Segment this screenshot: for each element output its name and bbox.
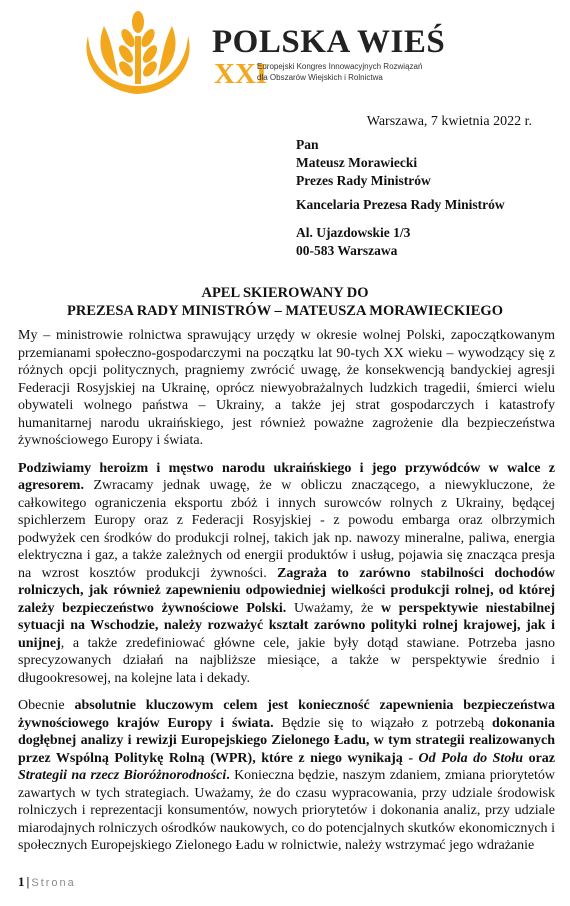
wheat-logo-icon [74,6,202,96]
bold-text: . [226,768,230,783]
recipient-office: Kancelaria Prezesa Rady Ministrów [296,197,505,212]
italic-text: Strategii na rzecz Bioróżnorodności [18,768,227,783]
brand-subtitle-line: Europejski Kongres Innowacyjnych Rozwiązań [257,62,423,71]
italic-text: Od Pola do Stołu [418,750,524,766]
letter-title-line: APEL SKIEROWANY DO [201,285,369,301]
recipient-salutation: Pan [296,137,319,152]
footer-separator: | [26,874,30,889]
bold-text [18,768,226,783]
letter-title [0,284,570,320]
bold-text [419,751,524,766]
text: Uważamy, że [286,600,382,616]
recipient-street: Al. Ujazdowskie 1/3 [296,225,411,240]
bold-text: Zagraża to zarówno stabilności dochodów rolniczych, jak również zapewnieniu odpowiedniej wielkości produkcji rolnej, od której zależy bezpieczeństwo żywnościowe Polski. [18,565,555,616]
text: Zwracamy jednak uwagę, że w obliczu znaczącego, a niewykluczone, że całkowitego ograniczenia eksportu zbóż i innych surowców rolnych z Ukrainy, będącej spichlerzem Europy oraz z Federacji Rosyjskiej - z powodu embarga oraz olbrzymich podwyżek cen środków do produkcji rolnej, takich jak np. nawozy mineralne, paliwa, energia elektryczna i gaz, a także zależnych od energii produktów i usług, pojawia się znacząca presja na wzrost kosztów produkcji żywności. [18,478,555,581]
bold-text: Podziwiamy heroizm i męstwo narodu ukraińskiego i jego przywódców w walce z agresorem. [18,460,555,493]
recipient-address [296,224,410,260]
recipient-block [296,136,431,190]
paragraph-1: My – ministrowie rolnictwa sprawujący urzędy w okresie wolnej Polski, zapoczątkowanym przemianami społeczno-gospodarczymi na początku lat 90-tych XX wieku – wywodzący się z różnych opcji politycznych, pragniemy zwrócić uwagę, że konsekwencją bandyckiej agresji Federacji Rosyjskiej na Ukrainę, oprócz niewyobrażalnych ludzkich tragedii, śmierci wielu obywateli wolnego państwa – Ukrainy, a także jej strat gospodarczych i katastrofy humanitarnej narodu ukraińskiego, jest również poważne zagrożenie dla bezpieczeństwa żywnościowego Europy i świata. [18,328,555,448]
brand-edition: XXI [214,58,268,90]
brand-title: POLSKA WIEŚ [212,24,446,60]
bold-text: dokonania dogłębnej analizy i rewizji Europejskiego Zielonego Ładu, w tym strategii realizowanych przez Wspólną Politykę Rolną (WPR), które z niego wynikają - [18,715,555,766]
bold-text: oraz [523,750,556,766]
letter-title-line: PREZESA RADY MINISTRÓW – MATEUSZA MORAWIECKIEGO [66,303,503,319]
letterhead [74,6,504,98]
page-number: 1 [18,874,25,889]
text: Będzie się to wiązało z potrzebą [273,715,492,731]
text: , a także zredefiniować główne cele, jakie były dotąd stawiane. Potrzeba jasno sprecyzowanych działań na najbliższe miesiące, a także w perspektywie średnio i długookresowej, na kolejne lata i dekady. [18,635,555,686]
letter-body [18,327,555,865]
bold-text: absolutnie kluczowym celem jest konieczność zapewnienia bezpieczeństwa żywnościowego krajów Europy i świata. [18,698,555,731]
paragraph-2 [18,460,555,688]
paragraph-3 [18,697,555,855]
brand-subtitle-line: dla Obszarów Wiejskich i Rolnictwa [257,73,383,82]
bold-text: w perspektywie niestabilnej sytuacji na Wschodzie, należy rozważyć kształt zarówno polityki rolnej krajowej, jak i unijnej [18,600,555,651]
recipient-position: Prezes Rady Ministrów [296,173,431,188]
page-footer [18,874,76,890]
recipient-city: 00-583 Warszawa [296,243,398,258]
brand-subtitle [257,61,422,83]
letter-date: Warszawa, 7 kwietnia 2022 r. [366,114,532,129]
footer-label: Strona [31,877,76,889]
text: Konieczna będzie, naszym zdaniem, zmiana priorytetów zawartych w tych strategiach. Uważamy, że do czasu wypracowania, przy udziale środowisk rolniczych i reprezentacji konsumentów, nowych priorytetów i dokonania analiz, przy udziale miarodajnych rolniczych ośrodków naukowych, co do potencjalnych skutków ekonomicznych i społecznych Europejskiego Zielonego Ładu w rolnictwie, należy wstrzymać jego wdrażanie [18,768,556,853]
text: Obecnie [18,698,75,713]
recipient-name: Mateusz Morawiecki [296,155,418,170]
